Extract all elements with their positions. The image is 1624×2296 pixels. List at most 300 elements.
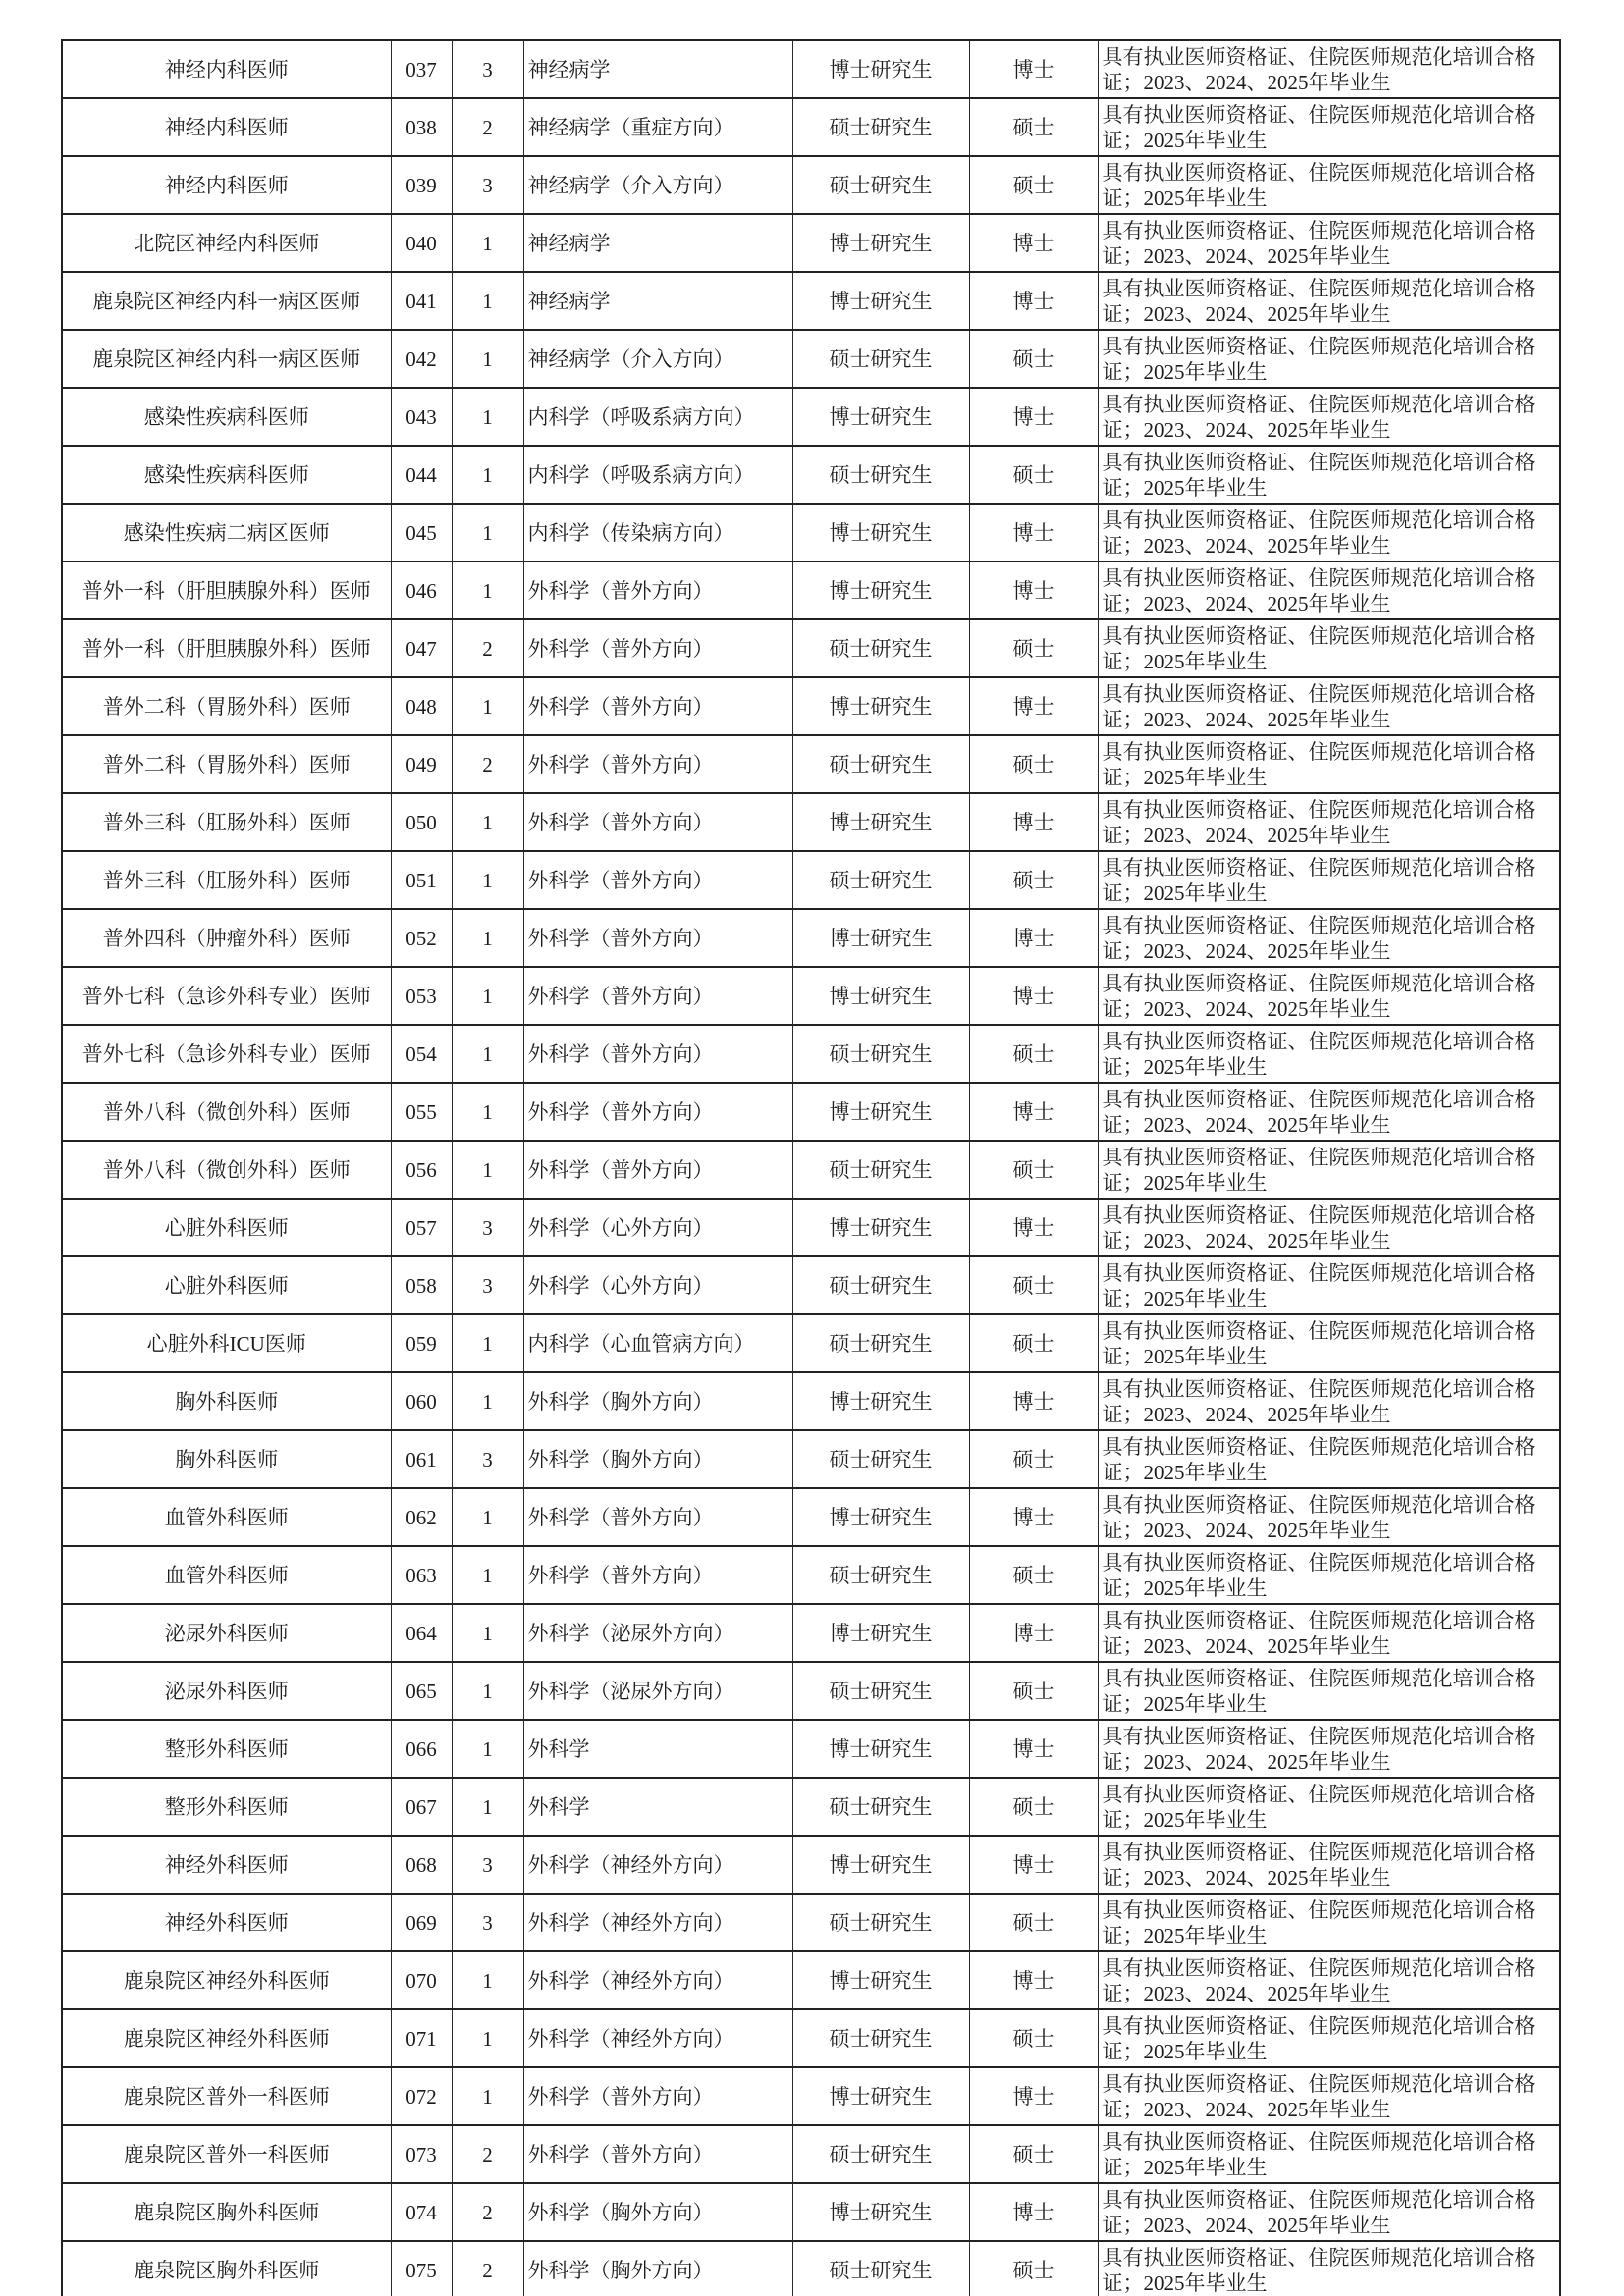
table-row [62, 2067, 1560, 2125]
cell-code: 074 [391, 2183, 452, 2241]
cell-degree: 硕士 [969, 1314, 1098, 1372]
cell-degree: 硕士 [969, 98, 1098, 156]
cell-position: 泌尿外科医师 [62, 1604, 391, 1662]
cell-code: 069 [391, 1894, 452, 1951]
cell-major: 外科学（普外方向） [523, 619, 792, 677]
cell-major: 神经病学（重症方向） [523, 98, 792, 156]
cell-count: 1 [452, 793, 523, 851]
cell-requirement: 具有执业医师资格证、住院医师规范化培训合格证；2025年毕业生 [1098, 2125, 1560, 2183]
table-row [62, 1025, 1560, 1083]
cell-count: 3 [452, 40, 523, 98]
cell-education: 硕士研究生 [792, 330, 969, 388]
cell-major: 神经病学 [523, 40, 792, 98]
cell-requirement: 具有执业医师资格证、住院医师规范化培训合格证；2025年毕业生 [1098, 330, 1560, 388]
cell-education: 硕士研究生 [792, 1314, 969, 1372]
table-row [62, 2241, 1560, 2296]
cell-major: 外科学（胸外方向） [523, 1372, 792, 1430]
table-row [62, 851, 1560, 909]
cell-major: 外科学（神经外方向） [523, 1951, 792, 2009]
cell-requirement: 具有执业医师资格证、住院医师规范化培训合格证；2025年毕业生 [1098, 1894, 1560, 1951]
cell-requirement: 具有执业医师资格证、住院医师规范化培训合格证；2025年毕业生 [1098, 619, 1560, 677]
cell-major: 内科学（心血管病方向） [523, 1314, 792, 1372]
table-row [62, 504, 1560, 561]
cell-major: 外科学（泌尿外方向） [523, 1604, 792, 1662]
table-row [62, 1488, 1560, 1546]
cell-education: 博士研究生 [792, 1836, 969, 1894]
cell-education: 博士研究生 [792, 793, 969, 851]
cell-code: 065 [391, 1662, 452, 1720]
cell-education: 硕士研究生 [792, 156, 969, 214]
cell-code: 040 [391, 214, 452, 272]
cell-education: 博士研究生 [792, 504, 969, 561]
table-row [62, 446, 1560, 504]
cell-major: 外科学（普外方向） [523, 851, 792, 909]
cell-code: 067 [391, 1778, 452, 1836]
cell-code: 060 [391, 1372, 452, 1430]
cell-position: 胸外科医师 [62, 1372, 391, 1430]
table-row [62, 1430, 1560, 1488]
cell-requirement: 具有执业医师资格证、住院医师规范化培训合格证；2023、2024、2025年毕业生 [1098, 1199, 1560, 1256]
cell-degree: 博士 [969, 1720, 1098, 1778]
cell-major: 外科学（普外方向） [523, 735, 792, 793]
cell-count: 1 [452, 1951, 523, 2009]
cell-education: 硕士研究生 [792, 2009, 969, 2067]
cell-position: 神经外科医师 [62, 1836, 391, 1894]
cell-major: 神经病学（介入方向） [523, 156, 792, 214]
cell-education: 硕士研究生 [792, 446, 969, 504]
cell-degree: 博士 [969, 1372, 1098, 1430]
cell-position: 普外一科（肝胆胰腺外科）医师 [62, 561, 391, 619]
cell-count: 1 [452, 561, 523, 619]
cell-position: 鹿泉院区神经内科一病区医师 [62, 330, 391, 388]
cell-count: 1 [452, 330, 523, 388]
cell-requirement: 具有执业医师资格证、住院医师规范化培训合格证；2023、2024、2025年毕业生 [1098, 1720, 1560, 1778]
cell-requirement: 具有执业医师资格证、住院医师规范化培训合格证；2023、2024、2025年毕业生 [1098, 1836, 1560, 1894]
cell-degree: 博士 [969, 40, 1098, 98]
cell-education: 博士研究生 [792, 1083, 969, 1141]
cell-education: 硕士研究生 [792, 2125, 969, 2183]
cell-code: 050 [391, 793, 452, 851]
cell-code: 066 [391, 1720, 452, 1778]
cell-count: 3 [452, 1894, 523, 1951]
cell-major: 外科学（普外方向） [523, 1025, 792, 1083]
cell-major: 外科学（胸外方向） [523, 2183, 792, 2241]
cell-requirement: 具有执业医师资格证、住院医师规范化培训合格证；2025年毕业生 [1098, 446, 1560, 504]
cell-count: 1 [452, 1083, 523, 1141]
cell-code: 056 [391, 1141, 452, 1199]
cell-code: 048 [391, 677, 452, 735]
cell-education: 博士研究生 [792, 677, 969, 735]
table-row [62, 272, 1560, 330]
table-row [62, 2183, 1560, 2241]
cell-education: 硕士研究生 [792, 619, 969, 677]
cell-major: 外科学（普外方向） [523, 2067, 792, 2125]
cell-degree: 博士 [969, 1836, 1098, 1894]
cell-major: 内科学（呼吸系病方向） [523, 388, 792, 446]
cell-position: 普外三科（肛肠外科）医师 [62, 793, 391, 851]
cell-requirement: 具有执业医师资格证、住院医师规范化培训合格证；2025年毕业生 [1098, 1662, 1560, 1720]
cell-degree: 博士 [969, 1199, 1098, 1256]
cell-major: 外科学（普外方向） [523, 967, 792, 1025]
table-row [62, 909, 1560, 967]
table-row [62, 1894, 1560, 1951]
cell-education: 博士研究生 [792, 561, 969, 619]
cell-major: 外科学（普外方向） [523, 1083, 792, 1141]
table-row [62, 330, 1560, 388]
cell-count: 2 [452, 98, 523, 156]
cell-major: 外科学（普外方向） [523, 1141, 792, 1199]
cell-requirement: 具有执业医师资格证、住院医师规范化培训合格证；2023、2024、2025年毕业生 [1098, 40, 1560, 98]
cell-requirement: 具有执业医师资格证、住院医师规范化培训合格证；2023、2024、2025年毕业生 [1098, 1604, 1560, 1662]
cell-count: 1 [452, 851, 523, 909]
cell-degree: 博士 [969, 793, 1098, 851]
cell-education: 硕士研究生 [792, 1662, 969, 1720]
cell-requirement: 具有执业医师资格证、住院医师规范化培训合格证；2025年毕业生 [1098, 2241, 1560, 2296]
cell-requirement: 具有执业医师资格证、住院医师规范化培训合格证；2023、2024、2025年毕业生 [1098, 793, 1560, 851]
cell-code: 038 [391, 98, 452, 156]
cell-count: 2 [452, 619, 523, 677]
cell-education: 硕士研究生 [792, 1546, 969, 1604]
cell-major: 外科学（普外方向） [523, 2125, 792, 2183]
cell-requirement: 具有执业医师资格证、住院医师规范化培训合格证；2023、2024、2025年毕业生 [1098, 1951, 1560, 2009]
cell-degree: 博士 [969, 272, 1098, 330]
table-row [62, 1836, 1560, 1894]
cell-position: 鹿泉院区普外一科医师 [62, 2067, 391, 2125]
cell-code: 042 [391, 330, 452, 388]
cell-count: 1 [452, 214, 523, 272]
cell-code: 044 [391, 446, 452, 504]
cell-position: 鹿泉院区神经内科一病区医师 [62, 272, 391, 330]
cell-education: 博士研究生 [792, 1372, 969, 1430]
cell-position: 普外三科（肛肠外科）医师 [62, 851, 391, 909]
table-row [62, 1662, 1560, 1720]
cell-count: 1 [452, 1720, 523, 1778]
cell-code: 063 [391, 1546, 452, 1604]
cell-major: 神经病学 [523, 272, 792, 330]
cell-position: 血管外科医师 [62, 1488, 391, 1546]
cell-count: 2 [452, 2125, 523, 2183]
table-row [62, 1372, 1560, 1430]
cell-degree: 硕士 [969, 735, 1098, 793]
cell-education: 博士研究生 [792, 40, 969, 98]
cell-count: 1 [452, 967, 523, 1025]
cell-position: 感染性疾病二病区医师 [62, 504, 391, 561]
table-row [62, 2009, 1560, 2067]
cell-degree: 硕士 [969, 1778, 1098, 1836]
cell-requirement: 具有执业医师资格证、住院医师规范化培训合格证；2025年毕业生 [1098, 1778, 1560, 1836]
cell-requirement: 具有执业医师资格证、住院医师规范化培训合格证；2023、2024、2025年毕业生 [1098, 677, 1560, 735]
cell-code: 049 [391, 735, 452, 793]
cell-degree: 博士 [969, 1083, 1098, 1141]
cell-count: 1 [452, 1372, 523, 1430]
cell-requirement: 具有执业医师资格证、住院医师规范化培训合格证；2025年毕业生 [1098, 735, 1560, 793]
cell-code: 039 [391, 156, 452, 214]
table-row [62, 677, 1560, 735]
cell-code: 075 [391, 2241, 452, 2296]
cell-major: 外科学 [523, 1778, 792, 1836]
cell-requirement: 具有执业医师资格证、住院医师规范化培训合格证；2023、2024、2025年毕业生 [1098, 1488, 1560, 1546]
cell-requirement: 具有执业医师资格证、住院医师规范化培训合格证；2023、2024、2025年毕业生 [1098, 1372, 1560, 1430]
cell-major: 外科学 [523, 1720, 792, 1778]
cell-education: 硕士研究生 [792, 1141, 969, 1199]
table-row [62, 1083, 1560, 1141]
table-row [62, 735, 1560, 793]
cell-education: 硕士研究生 [792, 98, 969, 156]
table-row [62, 1778, 1560, 1836]
cell-code: 061 [391, 1430, 452, 1488]
cell-requirement: 具有执业医师资格证、住院医师规范化培训合格证；2023、2024、2025年毕业生 [1098, 967, 1560, 1025]
cell-position: 普外七科（急诊外科专业）医师 [62, 967, 391, 1025]
cell-education: 博士研究生 [792, 214, 969, 272]
cell-requirement: 具有执业医师资格证、住院医师规范化培训合格证；2023、2024、2025年毕业生 [1098, 504, 1560, 561]
cell-degree: 硕士 [969, 2125, 1098, 2183]
cell-education: 硕士研究生 [792, 1025, 969, 1083]
cell-count: 1 [452, 1662, 523, 1720]
cell-major: 内科学（呼吸系病方向） [523, 446, 792, 504]
cell-code: 064 [391, 1604, 452, 1662]
cell-requirement: 具有执业医师资格证、住院医师规范化培训合格证；2023、2024、2025年毕业生 [1098, 214, 1560, 272]
cell-requirement: 具有执业医师资格证、住院医师规范化培训合格证；2025年毕业生 [1098, 851, 1560, 909]
cell-degree: 硕士 [969, 1894, 1098, 1951]
cell-count: 3 [452, 1256, 523, 1314]
table-row [62, 40, 1560, 98]
cell-code: 055 [391, 1083, 452, 1141]
cell-degree: 博士 [969, 504, 1098, 561]
cell-education: 硕士研究生 [792, 1430, 969, 1488]
cell-code: 041 [391, 272, 452, 330]
cell-degree: 博士 [969, 1951, 1098, 2009]
cell-count: 3 [452, 1199, 523, 1256]
cell-code: 058 [391, 1256, 452, 1314]
cell-position: 普外七科（急诊外科专业）医师 [62, 1025, 391, 1083]
cell-education: 博士研究生 [792, 1199, 969, 1256]
cell-position: 普外一科（肝胆胰腺外科）医师 [62, 619, 391, 677]
table-row [62, 98, 1560, 156]
cell-position: 普外二科（胃肠外科）医师 [62, 677, 391, 735]
cell-code: 073 [391, 2125, 452, 2183]
cell-count: 1 [452, 1141, 523, 1199]
cell-position: 北院区神经内科医师 [62, 214, 391, 272]
table-row [62, 1199, 1560, 1256]
cell-position: 泌尿外科医师 [62, 1662, 391, 1720]
table-row [62, 967, 1560, 1025]
cell-requirement: 具有执业医师资格证、住院医师规范化培训合格证；2023、2024、2025年毕业生 [1098, 2183, 1560, 2241]
cell-count: 3 [452, 1836, 523, 1894]
cell-count: 1 [452, 909, 523, 967]
cell-position: 心脏外科ICU医师 [62, 1314, 391, 1372]
cell-count: 1 [452, 1546, 523, 1604]
cell-major: 外科学（普外方向） [523, 1546, 792, 1604]
cell-requirement: 具有执业医师资格证、住院医师规范化培训合格证；2025年毕业生 [1098, 1314, 1560, 1372]
cell-requirement: 具有执业医师资格证、住院医师规范化培训合格证；2023、2024、2025年毕业生 [1098, 909, 1560, 967]
cell-position: 神经内科医师 [62, 40, 391, 98]
cell-education: 硕士研究生 [792, 1256, 969, 1314]
cell-position: 整形外科医师 [62, 1778, 391, 1836]
cell-requirement: 具有执业医师资格证、住院医师规范化培训合格证；2025年毕业生 [1098, 1546, 1560, 1604]
cell-requirement: 具有执业医师资格证、住院医师规范化培训合格证；2025年毕业生 [1098, 1025, 1560, 1083]
cell-requirement: 具有执业医师资格证、住院医师规范化培训合格证；2025年毕业生 [1098, 1256, 1560, 1314]
table-row [62, 1546, 1560, 1604]
cell-code: 043 [391, 388, 452, 446]
cell-education: 硕士研究生 [792, 2241, 969, 2296]
cell-education: 博士研究生 [792, 1488, 969, 1546]
cell-major: 外科学（泌尿外方向） [523, 1662, 792, 1720]
cell-code: 059 [391, 1314, 452, 1372]
cell-degree: 硕士 [969, 446, 1098, 504]
cell-major: 外科学（心外方向） [523, 1199, 792, 1256]
cell-education: 硕士研究生 [792, 1778, 969, 1836]
cell-requirement: 具有执业医师资格证、住院医师规范化培训合格证；2025年毕业生 [1098, 156, 1560, 214]
cell-education: 博士研究生 [792, 1604, 969, 1662]
cell-degree: 博士 [969, 2183, 1098, 2241]
table-row [62, 214, 1560, 272]
cell-requirement: 具有执业医师资格证、住院医师规范化培训合格证；2023、2024、2025年毕业生 [1098, 388, 1560, 446]
cell-count: 1 [452, 2009, 523, 2067]
cell-degree: 硕士 [969, 851, 1098, 909]
cell-major: 外科学（神经外方向） [523, 1894, 792, 1951]
cell-position: 鹿泉院区胸外科医师 [62, 2241, 391, 2296]
cell-code: 071 [391, 2009, 452, 2067]
cell-count: 3 [452, 156, 523, 214]
table-row [62, 156, 1560, 214]
cell-degree: 博士 [969, 2067, 1098, 2125]
cell-major: 外科学（普外方向） [523, 561, 792, 619]
cell-code: 046 [391, 561, 452, 619]
cell-major: 外科学（胸外方向） [523, 1430, 792, 1488]
cell-count: 1 [452, 1778, 523, 1836]
cell-position: 普外二科（胃肠外科）医师 [62, 735, 391, 793]
cell-code: 037 [391, 40, 452, 98]
cell-degree: 硕士 [969, 2241, 1098, 2296]
cell-code: 057 [391, 1199, 452, 1256]
cell-count: 1 [452, 272, 523, 330]
cell-count: 1 [452, 1488, 523, 1546]
cell-count: 1 [452, 1604, 523, 1662]
cell-degree: 博士 [969, 677, 1098, 735]
cell-position: 鹿泉院区普外一科医师 [62, 2125, 391, 2183]
cell-requirement: 具有执业医师资格证、住院医师规范化培训合格证；2025年毕业生 [1098, 1141, 1560, 1199]
cell-position: 鹿泉院区神经外科医师 [62, 1951, 391, 2009]
cell-education: 博士研究生 [792, 909, 969, 967]
table-row [62, 1256, 1560, 1314]
cell-education: 硕士研究生 [792, 1894, 969, 1951]
cell-count: 2 [452, 735, 523, 793]
table-row [62, 1720, 1560, 1778]
cell-position: 血管外科医师 [62, 1546, 391, 1604]
cell-degree: 硕士 [969, 1256, 1098, 1314]
cell-degree: 硕士 [969, 1430, 1098, 1488]
cell-count: 1 [452, 1025, 523, 1083]
cell-degree: 博士 [969, 1488, 1098, 1546]
recruitment-table [61, 39, 1561, 2296]
cell-position: 感染性疾病科医师 [62, 388, 391, 446]
cell-major: 外科学（普外方向） [523, 677, 792, 735]
cell-requirement: 具有执业医师资格证、住院医师规范化培训合格证；2023、2024、2025年毕业生 [1098, 561, 1560, 619]
cell-count: 1 [452, 446, 523, 504]
cell-position: 鹿泉院区神经外科医师 [62, 2009, 391, 2067]
cell-major: 神经病学 [523, 214, 792, 272]
cell-position: 普外八科（微创外科）医师 [62, 1141, 391, 1199]
cell-education: 硕士研究生 [792, 735, 969, 793]
cell-major: 内科学（传染病方向） [523, 504, 792, 561]
cell-major: 外科学（普外方向） [523, 909, 792, 967]
cell-position: 神经内科医师 [62, 98, 391, 156]
cell-degree: 硕士 [969, 1141, 1098, 1199]
cell-education: 博士研究生 [792, 2183, 969, 2241]
cell-position: 心脏外科医师 [62, 1199, 391, 1256]
table-row [62, 619, 1560, 677]
table-row [62, 793, 1560, 851]
cell-count: 1 [452, 504, 523, 561]
cell-count: 3 [452, 1430, 523, 1488]
cell-degree: 硕士 [969, 1546, 1098, 1604]
cell-code: 051 [391, 851, 452, 909]
cell-degree: 博士 [969, 1604, 1098, 1662]
cell-code: 068 [391, 1836, 452, 1894]
cell-code: 054 [391, 1025, 452, 1083]
cell-education: 博士研究生 [792, 388, 969, 446]
cell-requirement: 具有执业医师资格证、住院医师规范化培训合格证；2023、2024、2025年毕业生 [1098, 1083, 1560, 1141]
table-row [62, 1141, 1560, 1199]
cell-count: 1 [452, 388, 523, 446]
table-row [62, 388, 1560, 446]
cell-major: 外科学（心外方向） [523, 1256, 792, 1314]
cell-degree: 硕士 [969, 330, 1098, 388]
cell-count: 1 [452, 1314, 523, 1372]
cell-major: 外科学（普外方向） [523, 1488, 792, 1546]
table-row [62, 1314, 1560, 1372]
cell-requirement: 具有执业医师资格证、住院医师规范化培训合格证；2023、2024、2025年毕业生 [1098, 272, 1560, 330]
cell-requirement: 具有执业医师资格证、住院医师规范化培训合格证；2025年毕业生 [1098, 98, 1560, 156]
cell-major: 外科学（普外方向） [523, 793, 792, 851]
table-body [62, 40, 1560, 2296]
cell-degree: 博士 [969, 909, 1098, 967]
cell-degree: 硕士 [969, 1025, 1098, 1083]
cell-major: 外科学（神经外方向） [523, 1836, 792, 1894]
cell-education: 博士研究生 [792, 1951, 969, 2009]
cell-major: 外科学（神经外方向） [523, 2009, 792, 2067]
cell-requirement: 具有执业医师资格证、住院医师规范化培训合格证；2023、2024、2025年毕业生 [1098, 2067, 1560, 2125]
cell-position: 心脏外科医师 [62, 1256, 391, 1314]
cell-degree: 硕士 [969, 1662, 1098, 1720]
cell-major: 神经病学（介入方向） [523, 330, 792, 388]
cell-code: 062 [391, 1488, 452, 1546]
cell-education: 博士研究生 [792, 967, 969, 1025]
cell-count: 2 [452, 2241, 523, 2296]
cell-position: 普外四科（肿瘤外科）医师 [62, 909, 391, 967]
cell-count: 2 [452, 2183, 523, 2241]
cell-position: 整形外科医师 [62, 1720, 391, 1778]
cell-degree: 硕士 [969, 156, 1098, 214]
cell-major: 外科学（胸外方向） [523, 2241, 792, 2296]
cell-education: 博士研究生 [792, 272, 969, 330]
cell-position: 感染性疾病科医师 [62, 446, 391, 504]
cell-degree: 硕士 [969, 619, 1098, 677]
cell-count: 1 [452, 677, 523, 735]
cell-position: 普外八科（微创外科）医师 [62, 1083, 391, 1141]
cell-position: 鹿泉院区胸外科医师 [62, 2183, 391, 2241]
cell-degree: 博士 [969, 967, 1098, 1025]
cell-position: 胸外科医师 [62, 1430, 391, 1488]
cell-degree: 博士 [969, 214, 1098, 272]
cell-code: 052 [391, 909, 452, 967]
cell-degree: 博士 [969, 561, 1098, 619]
cell-requirement: 具有执业医师资格证、住院医师规范化培训合格证；2025年毕业生 [1098, 2009, 1560, 2067]
cell-code: 072 [391, 2067, 452, 2125]
cell-code: 070 [391, 1951, 452, 2009]
cell-education: 博士研究生 [792, 1720, 969, 1778]
cell-requirement: 具有执业医师资格证、住院医师规范化培训合格证；2025年毕业生 [1098, 1430, 1560, 1488]
